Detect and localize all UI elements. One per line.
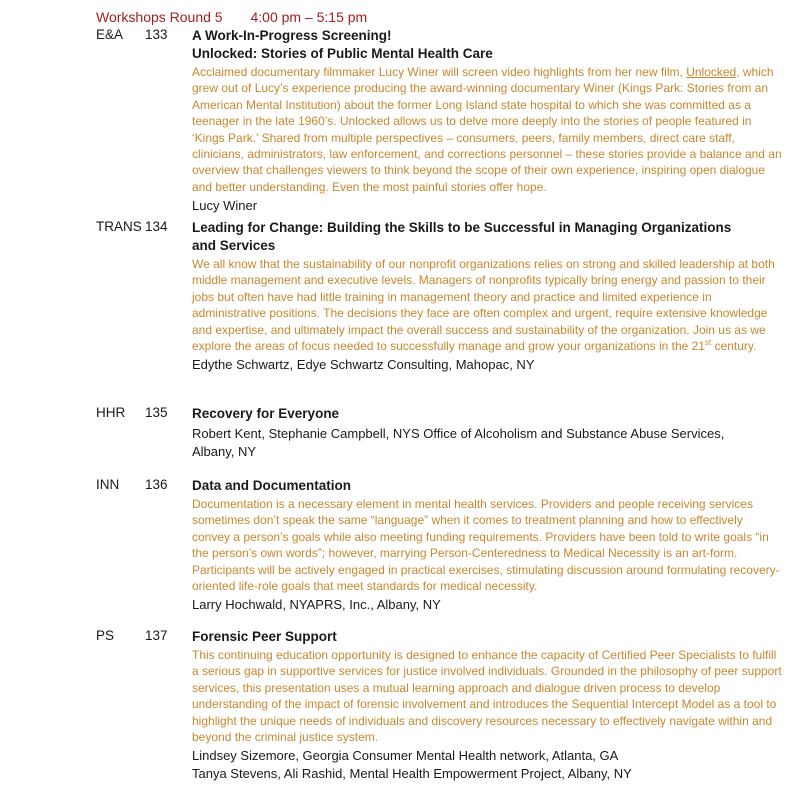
track-code: HHR [96,405,126,420]
track-code: TRANS [96,219,142,234]
track-code: PS [96,628,115,643]
description-text: , which grew out of Lucy’s experience producing the award-winning documentary Winer (Kings Park: Stories from an American Mental Institution) about the former Long Island state hospital to which she was committed as a teenager in the late 1960’s. Unlocked allows us to delve more deeply into the stories of people featured in ‘Kings Park.’ Shared from multiple perspectives – consumers, peers, family members, direct care staff, clinicians, administrators, law enforcement, and corrections personnel – these stories provide a balance and an overview that challenges viewers to think beyond the scope of their own experience, inspiring open dialogue and better understanding. Even the most painful stories offer hope. [192,65,782,194]
presenter-line: Tanya Stevens, Ali Rashid, Mental Health Empowerment Project, Albany, NY [192,766,632,782]
workshop-body [192,219,782,374]
workshop-title-line2: Unlocked: Stories of Public Mental Health Care [192,46,493,61]
workshop-body [192,477,782,614]
workshop-description [192,647,782,745]
description-text: Acclaimed documentary filmmaker Lucy Winer will screen video highlights from her new film, [192,65,687,79]
presenter-line: Lindsey Sizemore, Georgia Consumer Mental Health network, Atlanta, GA [192,748,619,764]
presenter-line: Lucy Winer [192,198,258,214]
description-text: We all know that the sustainability of our nonprofit organizations relies on strong and skilled leadership at both middle management and executive levels. Managers of nonprofits typically bring energy and passion to their jobs but often have had little training in management theory and practice and limited experience in administrative positions. The decisions they face are often complex and urgent, require extensive knowledge and expertise, and ultimately impact the overall success and sustainability of the organization. Join us as we explore the areas of focus needed to successfully manage and grow your organizations in the 21 [192,257,775,354]
workshop-body [192,628,782,783]
description-text: This continuing education opportunity is designed to enhance the capacity of Certified Peer Specialists to fulfill a serious gap in supportive services for justice involved individuals. Grounded in the philosophy of peer support services, this presentation uses a mutual learning approach and dialogue driven process to develop understanding of the impact of forensic involvement and introduces the Sequential Intercept Model as a tool to highlight the unique needs of individuals and discovery resources necessary to effectively navigate within and beyond the criminal justice system. [192,648,782,745]
session-number: 134 [145,219,168,234]
workshop-description [192,64,782,195]
presenter-line: Larry Hochwald, NYAPRS, Inc., Albany, NY [192,597,441,613]
round-header [96,9,367,25]
workshop-title-line1: Recovery for Everyone [192,406,340,421]
presenter-line: Albany, NY [192,444,257,459]
workshop-title-line2: and Services [192,238,276,253]
session-number: 136 [145,477,168,492]
session-number: 137 [145,628,168,643]
round-time: 4:00 pm – 5:15 pm [250,9,368,25]
workshop-title-line1: Forensic Peer Support [192,629,337,644]
description-text: Documentation is a necessary element in mental health services. Providers and people receiving services sometimes don’t speak the same “language” when it comes to treatment planning and how to effectively convey a person’s goals while also meeting funding requirements. Providers have been told to write goals “in the person’s own words”; however, marrying Person-Centeredness to Medical Necessity is an art-form. Participants will be actively engaged in practical exercises, stimulating discussion around formulating recovery-oriented life-role goals that meet standards for medical necessity. [192,497,780,594]
workshop-title-line1: Data and Documentation [192,478,352,493]
presenter-line: Robert Kent, Stephanie Campbell, NYS Office of Alcoholism and Substance Abuse Services, [192,426,725,441]
session-number: 135 [145,405,168,420]
description-text: century. [711,339,757,354]
round-title: Workshops Round 5 [96,9,223,25]
workshop-description [192,256,782,354]
track-code: INN [96,477,120,492]
ordinal-suffix: st [704,338,712,348]
presenter-line: Edythe Schwartz, Edye Schwartz Consulting, Mahopac, NY [192,357,535,373]
workshop-description [192,496,782,594]
workshop-body [192,405,782,461]
workshop-body [192,27,782,215]
workshop-title-line1: A Work-In-Progress Screening! [192,28,392,43]
film-title-link[interactable]: Unlocked [686,65,737,79]
track-code: E&A [96,27,124,42]
workshop-title-line1: Leading for Change: Building the Skills to be Successful in Managing Organizations [192,220,732,235]
session-number: 133 [145,27,168,42]
